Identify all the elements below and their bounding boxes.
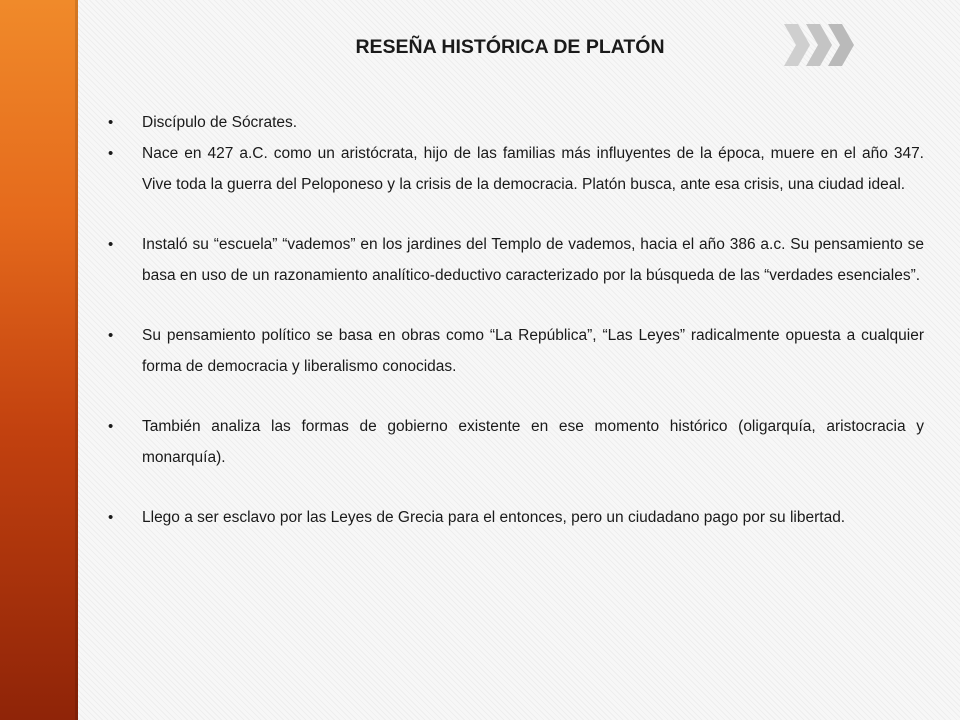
- bullet-icon: •: [108, 418, 114, 435]
- slide-title: RESEÑA HISTÓRICA DE PLATÓN: [355, 36, 665, 58]
- bullet-text: Nace en 427 a.C. como un aristócrata, hijo de las familias más influyentes de la época, muere en el año 347. Vive toda la guerra del Peloponeso y la crisis de la democracia. Platón busca, ante esa crisis, una ciudad ideal.: [142, 145, 924, 193]
- bullet-icon: •: [108, 114, 114, 131]
- bullet-list: [108, 107, 924, 533]
- bullet-item: [108, 107, 924, 138]
- bullet-text: También analiza las formas de gobierno existente en ese momento histórico (oligarquía, aristocracia y monarquía).: [142, 418, 924, 466]
- bullet-item: [108, 320, 924, 382]
- orange-side-bar: [0, 0, 78, 720]
- bullet-icon: •: [108, 509, 114, 526]
- bullet-icon: •: [108, 236, 114, 253]
- bullet-icon: •: [108, 327, 114, 344]
- bullet-item: [108, 502, 924, 533]
- bullet-text: Llego a ser esclavo por las Leyes de Grecia para el entonces, pero un ciudadano pago por su libertad.: [142, 509, 846, 526]
- bullet-item: [108, 411, 924, 473]
- bullet-icon: •: [108, 145, 114, 162]
- bullet-item: [108, 138, 924, 200]
- bullet-text: Instaló su “escuela” “vademos” en los jardines del Templo de vademos, hacia el año 386 a.c. Su pensamiento se basa en uso de un razonamiento analítico-deductivo caracterizado por la búsqueda de las “verdades esenciales”.: [142, 236, 924, 284]
- bullet-item: [108, 229, 924, 291]
- bullet-text: Discípulo de Sócrates.: [142, 114, 298, 131]
- bullet-text: Su pensamiento político se basa en obras como “La República”, “Las Leyes” radicalmente opuesta a cualquier forma de democracia y liberalismo conocidas.: [142, 327, 924, 375]
